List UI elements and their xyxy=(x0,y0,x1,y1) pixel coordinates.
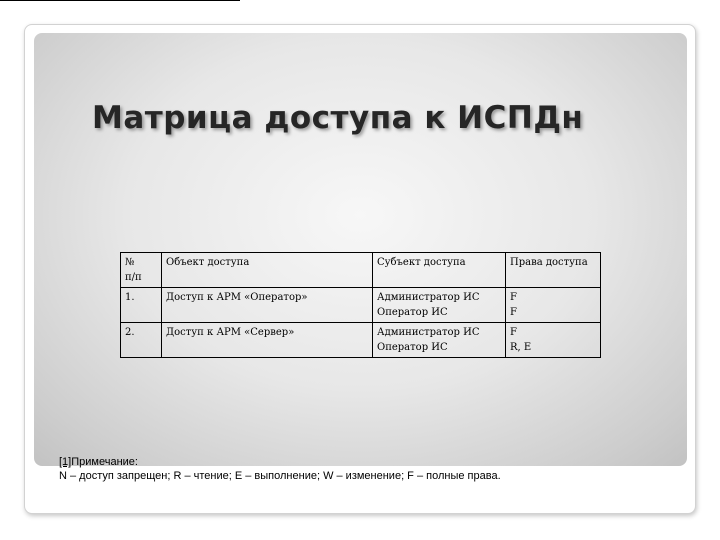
footnote-label: Примечание: xyxy=(71,456,138,468)
cell-number: 1. xyxy=(121,288,162,323)
header-object: Объект доступа xyxy=(162,253,373,288)
footnote-heading xyxy=(59,455,679,469)
header-number: № п/п xyxy=(121,253,162,288)
cell-object: Доступ к АРМ «Сервер» xyxy=(162,323,373,358)
cell-rights: F R, E xyxy=(506,323,601,358)
cell-object: Доступ к АРМ «Оператор» xyxy=(162,288,373,323)
footnote xyxy=(59,455,679,483)
table-row xyxy=(121,288,601,323)
slide-title: Матрица доступа к ИСПДн xyxy=(92,100,584,136)
header-subject: Субъект доступа xyxy=(373,253,506,288)
cell-subject: Администратор ИС Оператор ИС xyxy=(373,323,506,358)
header-rights: Права доступа xyxy=(506,253,601,288)
footnote-ref-link[interactable]: [1] xyxy=(59,456,72,468)
access-matrix-table xyxy=(120,252,601,358)
cell-number: 2. xyxy=(121,323,162,358)
footnote-text: N – доступ запрещен; R – чтение; E – выполнение; W – изменение; F – полные права. xyxy=(59,470,501,482)
cell-subject: Администратор ИС Оператор ИС xyxy=(373,288,506,323)
top-rule xyxy=(0,0,240,1)
table-row xyxy=(121,323,601,358)
table-header-row xyxy=(121,253,601,288)
cell-rights: F F xyxy=(506,288,601,323)
